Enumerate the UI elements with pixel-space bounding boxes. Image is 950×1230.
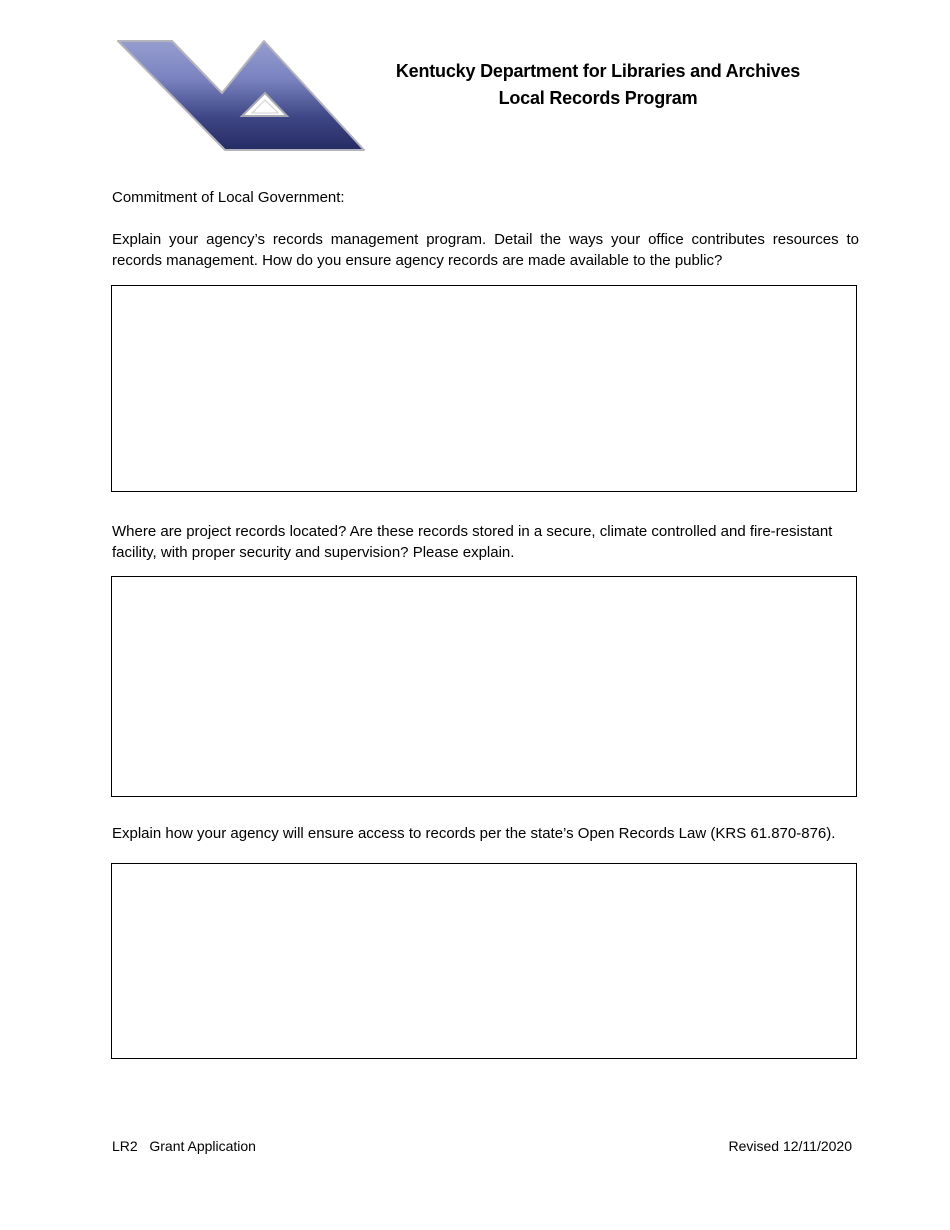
title-line-program: Local Records Program [498, 88, 698, 108]
footer-revision-date: Revised 12/11/2020 [728, 1138, 852, 1154]
question-records-program: Explain your agency’s records management program. Detail the ways your office contributes resources to records management. How do you ensure agency records are made available to the public? [112, 231, 859, 269]
answer-records-location-field[interactable] [111, 576, 857, 797]
answer-records-program-field[interactable] [111, 285, 857, 492]
question-records-location: Where are project records located? Are these records stored in a secure, climate controlled and fire-resistant facility, with proper security and supervision? Please explain. [112, 523, 833, 561]
question-open-records-access: Explain how your agency will ensure access to records per the state’s Open Records Law (KRS 61.870-876). [112, 825, 836, 842]
answer-open-records-access-field[interactable] [111, 863, 857, 1059]
footer-form-id: LR2 Grant Application [112, 1138, 256, 1154]
kdla-logo-icon [115, 38, 367, 153]
page-title [372, 58, 824, 112]
section-heading: Commitment of Local Government: [112, 189, 345, 206]
title-line-agency: Kentucky Department for Libraries and Archives [395, 61, 801, 81]
